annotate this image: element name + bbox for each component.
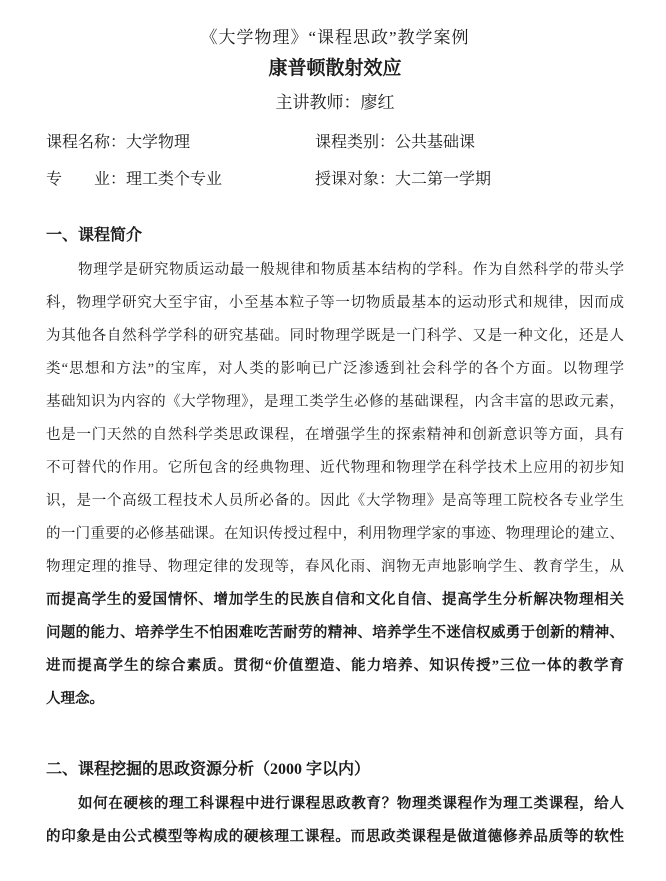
paragraph-line: 基础知识为内容的《大学物理》，是理工类学生必修的基础课程，内含丰富的思政元素，	[46, 394, 624, 410]
lecturer-line: 主讲教师：廖红	[275, 93, 395, 112]
paragraph-line: 的一门重要的必修基础课。在知识传授过程中，利用物理学家的事迹、物理理论的建立、	[46, 526, 624, 542]
meta-row	[46, 122, 624, 159]
paragraph-line: 为其他各自然科学学科的研究基础。同时物理学既是一门科学、又是一种文化，还是人	[46, 328, 624, 344]
course-meta	[46, 122, 624, 196]
course-name: 课程名称：大学物理	[46, 134, 191, 151]
case-title: 《大学物理》“课程思政”教学案例	[200, 28, 470, 47]
paragraph-line: 物理学是研究物质运动最一般规律和物质基本结构的学科。作为自然科学的带头学	[78, 262, 624, 278]
paragraph-line-emphasis: 而提高学生的爱国情怀、增加学生的民族自信和文化自信、提高学生分析解决物理相关	[46, 592, 624, 608]
section-2-heading: 二、课程挖掘的思政资源分析（2000 字以内）	[46, 761, 371, 778]
paragraph-line: 也是一门天然的自然科学类思政课程，在增强学生的探索精神和创新意识等方面，具有	[46, 427, 624, 443]
paragraph-line: 科，物理学研究大至宇宙，小至基本粒子等一切物质最基本的运动形式和规律，因而成	[46, 295, 624, 311]
section-2-paragraph	[46, 788, 624, 854]
section-1-paragraph	[46, 254, 624, 716]
audience: 授课对象：大二第一学期	[315, 171, 492, 188]
section-1-heading: 一、课程简介	[46, 227, 143, 244]
paragraph-line-emphasis: 人理念。	[46, 691, 104, 707]
topic-title: 康普顿散射效应	[268, 58, 402, 79]
paragraph-line-emphasis: 的印象是由公式模型等构成的硬核理工课程。而思政类课程是做道德修养品质等的软性	[46, 829, 624, 845]
paragraph-line-emphasis: 问题的能力、培养学生不怕困难吃苦耐劳的精神、培养学生不迷信权威勇于创新的精神、	[46, 625, 624, 641]
course-type: 课程类别：公共基础课	[315, 134, 476, 151]
paragraph-line-emphasis: 进而提高学生的综合素质。贯彻“价值塑造、能力培养、知识传授”三位一体的教学育	[46, 658, 624, 674]
paragraph-line: 识，是一个高级工程技术人员所必备的。因此《大学物理》是高等理工院校各专业学生	[46, 493, 624, 509]
paragraph-line-emphasis: 如何在硬核的理工科课程中进行课程思政教育？物理类课程作为理工类课程，给人	[78, 796, 624, 812]
paragraph-line: 不可替代的作用。它所包含的经典物理、近代物理和物理学在科学技术上应用的初步知	[46, 460, 624, 476]
major: 专 业：理工类个专业	[46, 171, 223, 188]
meta-row	[46, 159, 624, 196]
paragraph-line: 类“思想和方法”的宝库，对人类的影响已广泛渗透到社会科学的各个方面。以物理学	[46, 361, 624, 377]
paragraph-line: 物理定理的推导、物理定律的发现等，春风化雨、润物无声地影响学生、教育学生，从	[46, 559, 624, 575]
